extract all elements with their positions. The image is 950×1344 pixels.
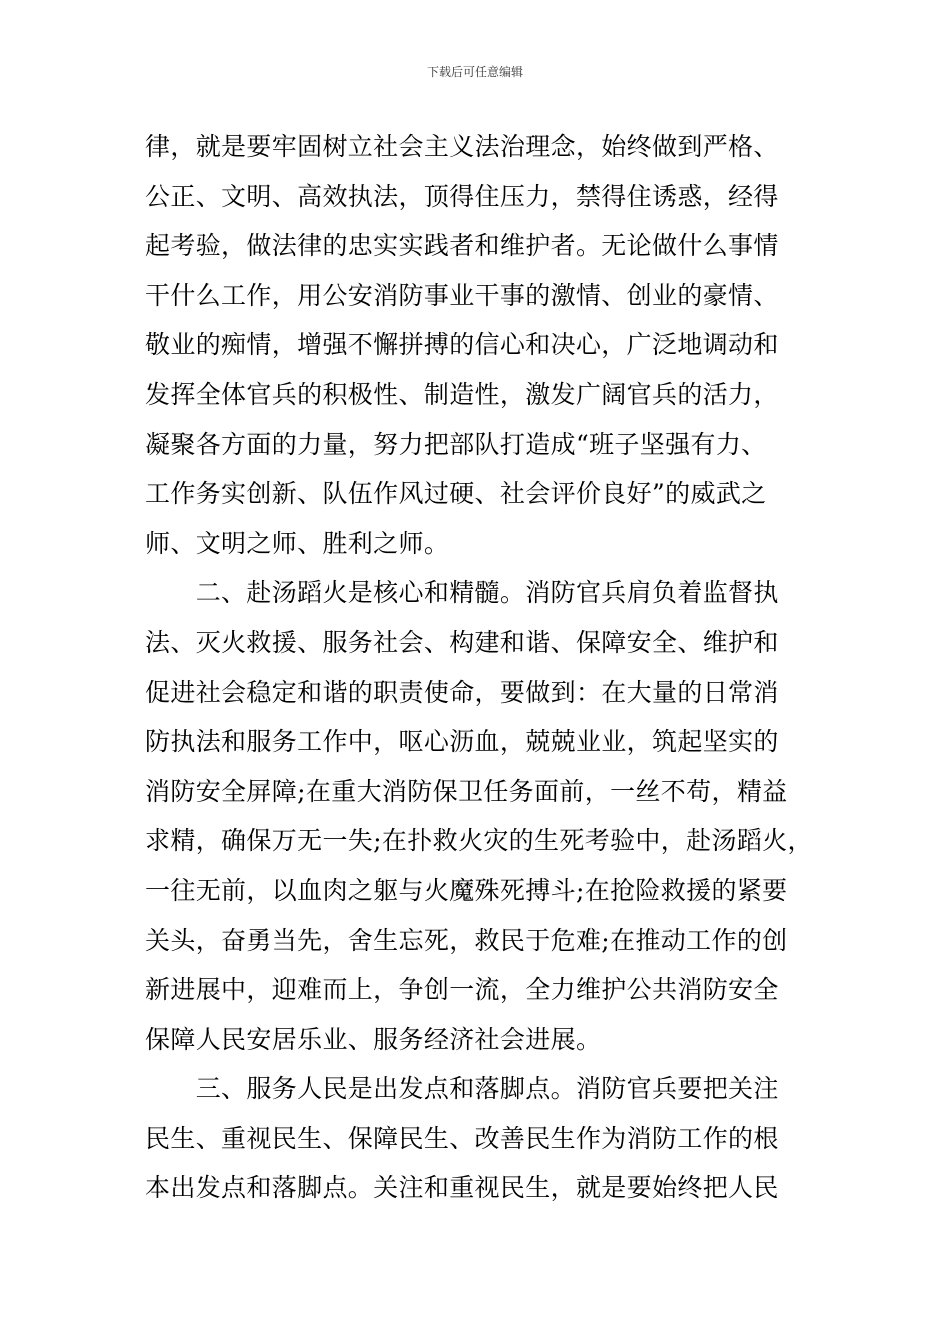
- text-line: 师、文明之师、胜利之师。: [145, 528, 450, 558]
- text-line: 消防安全屏障;在重大消防保卫任务面前，一丝不苟，精益: [145, 776, 788, 806]
- text-line: 促进社会稳定和谐的职责使命，要做到：在大量的日常消: [145, 677, 779, 707]
- text-line: 干什么工作，用公安消防事业干事的激情、创业的豪情、: [145, 280, 779, 310]
- text-line: 防执法和服务工作中，呕心沥血，兢兢业业，筑起坚实的: [145, 727, 779, 757]
- text-line: 一往无前，以血肉之躯与火魔殊死搏斗;在抢险救援的紧要: [145, 875, 788, 905]
- page-header: 下载后可任意编辑: [426, 65, 523, 79]
- text-line: 关头，奋勇当先，舍生忘死，救民于危难;在推动工作的创: [145, 925, 788, 955]
- text-line: 本出发点和落脚点。关注和重视民生，就是要始终把人民: [145, 1173, 779, 1203]
- text-line: 二、赴汤蹈火是核心和精髓。消防官兵肩负着监督执: [145, 578, 779, 608]
- document-body: [145, 122, 815, 1213]
- text-line: 凝聚各方面的力量，努力把部队打造成“班子坚强有力、: [145, 429, 767, 459]
- text-line: 发挥全体官兵的积极性、制造性，激发广阔官兵的活力，: [145, 379, 779, 409]
- text-line: 敬业的痴情，增强不懈拼搏的信心和决心，广泛地调动和: [145, 330, 779, 360]
- text-line: 新进展中，迎难而上，争创一流，全力维护公共消防安全: [145, 975, 779, 1005]
- text-line: 工作务实创新、队伍作风过硬、社会评价良好”的威武之: [145, 479, 767, 509]
- text-line: 求精，确保万无一失;在扑救火灾的生死考验中，赴汤蹈火，: [145, 826, 813, 856]
- text-line: 起考验，做法律的忠实实践者和维护者。无论做什么事情: [145, 231, 779, 261]
- text-line: 民生、重视民生、保障民生、改善民生作为消防工作的根: [145, 1123, 779, 1153]
- text-line: 法、灭火救援、服务社会、构建和谐、保障安全、维护和: [145, 627, 779, 657]
- text-line: 律，就是要牢固树立社会主义法治理念，始终做到严格、: [145, 132, 779, 161]
- text-line: 保障人民安居乐业、服务经济社会进展。: [145, 1024, 602, 1054]
- text-line: 三、服务人民是出发点和落脚点。消防官兵要把关注: [145, 1074, 779, 1104]
- text-line: 公正、文明、高效执法，顶得住压力，禁得住诱惑，经得: [145, 181, 779, 211]
